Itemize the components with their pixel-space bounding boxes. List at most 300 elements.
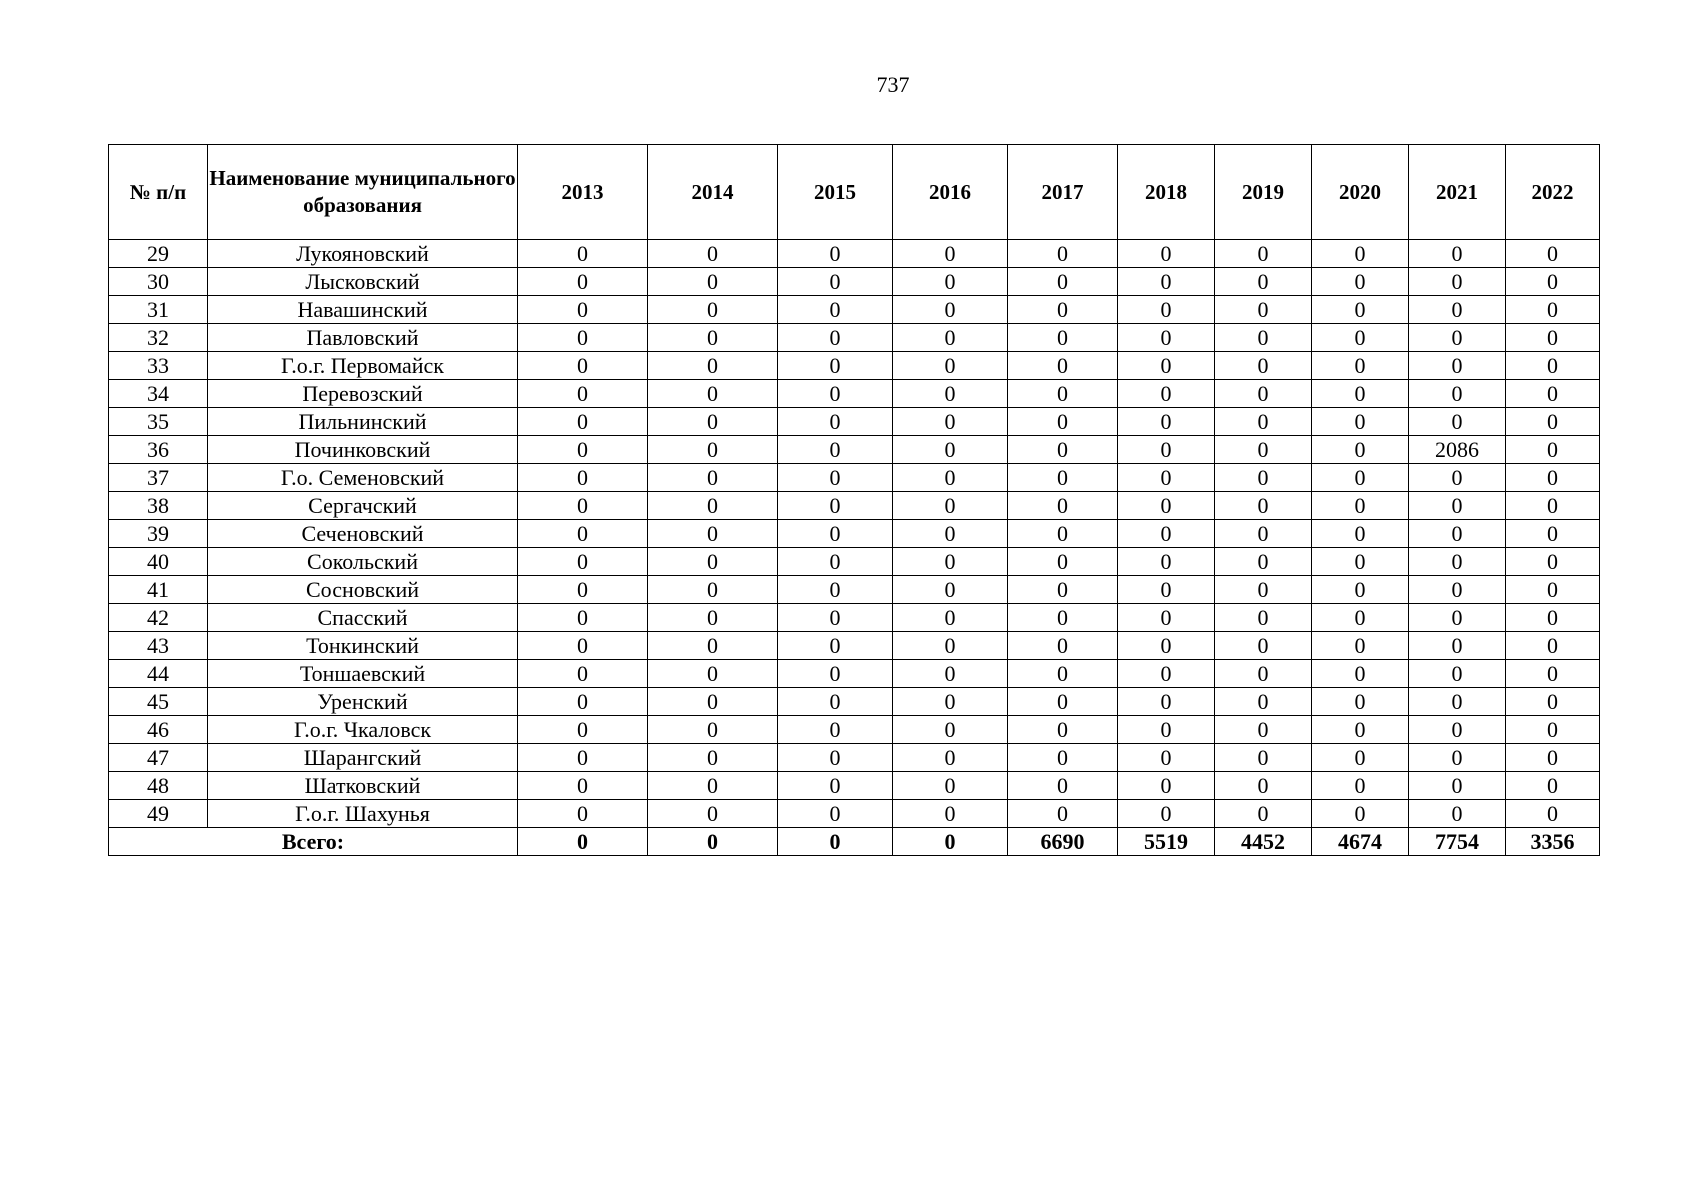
header-cell-year: 2015	[778, 145, 893, 240]
value-cell: 0	[1409, 268, 1506, 296]
value-cell: 0	[1215, 464, 1312, 492]
header-cell-name: Наименование муниципального образования	[208, 145, 518, 240]
value-cell: 0	[1409, 548, 1506, 576]
value-cell: 0	[893, 520, 1008, 548]
value-cell: 0	[1506, 492, 1600, 520]
value-cell: 0	[1409, 576, 1506, 604]
value-cell: 0	[778, 296, 893, 324]
value-cell: 0	[1409, 688, 1506, 716]
header-cell-year: 2018	[1118, 145, 1215, 240]
value-cell: 0	[1215, 240, 1312, 268]
total-value-cell: 4452	[1215, 828, 1312, 856]
value-cell: 0	[778, 464, 893, 492]
value-cell: 0	[648, 576, 778, 604]
total-row	[109, 828, 1600, 856]
value-cell: 0	[1506, 800, 1600, 828]
value-cell: 0	[778, 520, 893, 548]
value-cell: 0	[778, 324, 893, 352]
row-number-cell: 48	[109, 772, 208, 800]
value-cell: 0	[648, 380, 778, 408]
header-cell-year: 2016	[893, 145, 1008, 240]
value-cell: 0	[1215, 688, 1312, 716]
row-number-cell: 45	[109, 688, 208, 716]
row-number-cell: 49	[109, 800, 208, 828]
table-row	[109, 268, 1600, 296]
value-cell: 0	[1312, 604, 1409, 632]
table-row	[109, 716, 1600, 744]
value-cell: 0	[1118, 296, 1215, 324]
total-value-cell: 5519	[1118, 828, 1215, 856]
value-cell: 0	[1506, 632, 1600, 660]
value-cell: 0	[1008, 268, 1118, 296]
value-cell: 0	[893, 632, 1008, 660]
value-cell: 0	[1118, 688, 1215, 716]
value-cell: 0	[648, 464, 778, 492]
header-cell-year: 2021	[1409, 145, 1506, 240]
value-cell: 0	[1409, 632, 1506, 660]
value-cell: 2086	[1409, 436, 1506, 464]
value-cell: 0	[518, 492, 648, 520]
total-value-cell: 0	[648, 828, 778, 856]
value-cell: 0	[1506, 352, 1600, 380]
value-cell: 0	[1506, 716, 1600, 744]
value-cell: 0	[1008, 520, 1118, 548]
value-cell: 0	[893, 464, 1008, 492]
value-cell: 0	[1409, 800, 1506, 828]
row-number-cell: 42	[109, 604, 208, 632]
value-cell: 0	[1118, 772, 1215, 800]
value-cell: 0	[1312, 660, 1409, 688]
table-row	[109, 352, 1600, 380]
value-cell: 0	[648, 296, 778, 324]
total-value-cell: 4674	[1312, 828, 1409, 856]
value-cell: 0	[518, 464, 648, 492]
value-cell: 0	[1506, 240, 1600, 268]
value-cell: 0	[1008, 436, 1118, 464]
value-cell: 0	[1008, 716, 1118, 744]
value-cell: 0	[778, 408, 893, 436]
value-cell: 0	[1215, 520, 1312, 548]
value-cell: 0	[518, 716, 648, 744]
value-cell: 0	[1118, 744, 1215, 772]
header-cell-year: 2022	[1506, 145, 1600, 240]
value-cell: 0	[778, 716, 893, 744]
value-cell: 0	[648, 548, 778, 576]
municipality-name-cell: Сосновский	[208, 576, 518, 604]
value-cell: 0	[1312, 688, 1409, 716]
value-cell: 0	[1506, 576, 1600, 604]
value-cell: 0	[518, 352, 648, 380]
municipality-name-cell: Г.о. Семеновский	[208, 464, 518, 492]
value-cell: 0	[1215, 436, 1312, 464]
value-cell: 0	[1409, 744, 1506, 772]
value-cell: 0	[893, 548, 1008, 576]
value-cell: 0	[648, 492, 778, 520]
value-cell: 0	[648, 660, 778, 688]
header-cell-year: 2020	[1312, 145, 1409, 240]
value-cell: 0	[1008, 688, 1118, 716]
header-cell-number: № п/п	[109, 145, 208, 240]
table-row	[109, 324, 1600, 352]
value-cell: 0	[778, 492, 893, 520]
total-value-cell: 0	[778, 828, 893, 856]
municipality-name-cell: Лысковский	[208, 268, 518, 296]
row-number-cell: 29	[109, 240, 208, 268]
value-cell: 0	[518, 296, 648, 324]
value-cell: 0	[1215, 492, 1312, 520]
row-number-cell: 31	[109, 296, 208, 324]
municipality-name-cell: Шарангский	[208, 744, 518, 772]
value-cell: 0	[518, 660, 648, 688]
value-cell: 0	[1118, 548, 1215, 576]
value-cell: 0	[518, 436, 648, 464]
value-cell: 0	[1409, 408, 1506, 436]
value-cell: 0	[1215, 772, 1312, 800]
row-number-cell: 36	[109, 436, 208, 464]
municipality-name-cell: Починковский	[208, 436, 518, 464]
value-cell: 0	[893, 492, 1008, 520]
municipality-name-cell: Г.о.г. Первомайск	[208, 352, 518, 380]
row-number-cell: 46	[109, 716, 208, 744]
table-row	[109, 408, 1600, 436]
total-value-cell: 0	[893, 828, 1008, 856]
row-number-cell: 40	[109, 548, 208, 576]
value-cell: 0	[1008, 744, 1118, 772]
value-cell: 0	[648, 436, 778, 464]
municipality-name-cell: Сеченовский	[208, 520, 518, 548]
value-cell: 0	[1008, 408, 1118, 436]
value-cell: 0	[1312, 800, 1409, 828]
value-cell: 0	[778, 604, 893, 632]
value-cell: 0	[1215, 632, 1312, 660]
municipality-name-cell: Лукояновский	[208, 240, 518, 268]
value-cell: 0	[1409, 716, 1506, 744]
value-cell: 0	[1506, 436, 1600, 464]
value-cell: 0	[778, 436, 893, 464]
value-cell: 0	[1118, 380, 1215, 408]
value-cell: 0	[1506, 268, 1600, 296]
page-number: 737	[876, 72, 910, 97]
value-cell: 0	[1215, 324, 1312, 352]
value-cell: 0	[1409, 352, 1506, 380]
row-number-cell: 32	[109, 324, 208, 352]
municipality-name-cell: Уренский	[208, 688, 518, 716]
value-cell: 0	[648, 632, 778, 660]
row-number-cell: 43	[109, 632, 208, 660]
value-cell: 0	[778, 548, 893, 576]
value-cell: 0	[648, 324, 778, 352]
value-cell: 0	[1409, 520, 1506, 548]
table-row	[109, 380, 1600, 408]
value-cell: 0	[518, 408, 648, 436]
value-cell: 0	[518, 324, 648, 352]
value-cell: 0	[1312, 240, 1409, 268]
value-cell: 0	[1118, 576, 1215, 604]
value-cell: 0	[648, 268, 778, 296]
value-cell: 0	[518, 800, 648, 828]
total-value-cell: 6690	[1008, 828, 1118, 856]
value-cell: 0	[1215, 352, 1312, 380]
table-row	[109, 492, 1600, 520]
table-row	[109, 604, 1600, 632]
value-cell: 0	[1506, 604, 1600, 632]
value-cell: 0	[648, 716, 778, 744]
data-table	[108, 144, 1600, 856]
row-number-cell: 35	[109, 408, 208, 436]
value-cell: 0	[1312, 464, 1409, 492]
municipality-name-cell: Перевозский	[208, 380, 518, 408]
row-number-cell: 41	[109, 576, 208, 604]
value-cell: 0	[1118, 632, 1215, 660]
value-cell: 0	[518, 744, 648, 772]
municipality-name-cell: Сергачский	[208, 492, 518, 520]
value-cell: 0	[893, 772, 1008, 800]
value-cell: 0	[893, 688, 1008, 716]
value-cell: 0	[1409, 380, 1506, 408]
value-cell: 0	[1506, 296, 1600, 324]
row-number-cell: 39	[109, 520, 208, 548]
value-cell: 0	[893, 408, 1008, 436]
value-cell: 0	[1409, 772, 1506, 800]
value-cell: 0	[1008, 240, 1118, 268]
value-cell: 0	[1312, 492, 1409, 520]
value-cell: 0	[1409, 604, 1506, 632]
value-cell: 0	[893, 268, 1008, 296]
value-cell: 0	[1506, 548, 1600, 576]
value-cell: 0	[1506, 324, 1600, 352]
value-cell: 0	[1409, 296, 1506, 324]
value-cell: 0	[648, 520, 778, 548]
value-cell: 0	[893, 240, 1008, 268]
total-value-cell: 0	[518, 828, 648, 856]
value-cell: 0	[1118, 604, 1215, 632]
table-row	[109, 576, 1600, 604]
value-cell: 0	[1312, 744, 1409, 772]
value-cell: 0	[893, 324, 1008, 352]
value-cell: 0	[1506, 408, 1600, 436]
value-cell: 0	[1118, 464, 1215, 492]
table-row	[109, 800, 1600, 828]
value-cell: 0	[1118, 716, 1215, 744]
value-cell: 0	[778, 352, 893, 380]
value-cell: 0	[1008, 464, 1118, 492]
value-cell: 0	[1008, 548, 1118, 576]
value-cell: 0	[1008, 380, 1118, 408]
value-cell: 0	[648, 240, 778, 268]
municipality-name-cell: Г.о.г. Шахунья	[208, 800, 518, 828]
value-cell: 0	[1312, 408, 1409, 436]
table-row	[109, 548, 1600, 576]
value-cell: 0	[1008, 660, 1118, 688]
value-cell: 0	[1118, 660, 1215, 688]
municipality-name-cell: Шатковский	[208, 772, 518, 800]
row-number-cell: 34	[109, 380, 208, 408]
value-cell: 0	[1312, 772, 1409, 800]
table-row	[109, 296, 1600, 324]
value-cell: 0	[1312, 520, 1409, 548]
value-cell: 0	[1215, 380, 1312, 408]
municipality-name-cell: Сокольский	[208, 548, 518, 576]
value-cell: 0	[648, 604, 778, 632]
value-cell: 0	[648, 772, 778, 800]
header-cell-year: 2013	[518, 145, 648, 240]
value-cell: 0	[1118, 240, 1215, 268]
value-cell: 0	[1312, 380, 1409, 408]
value-cell: 0	[778, 660, 893, 688]
value-cell: 0	[1118, 352, 1215, 380]
value-cell: 0	[1008, 296, 1118, 324]
header-cell-year: 2017	[1008, 145, 1118, 240]
value-cell: 0	[893, 604, 1008, 632]
table-row	[109, 772, 1600, 800]
value-cell: 0	[893, 744, 1008, 772]
value-cell: 0	[1008, 576, 1118, 604]
value-cell: 0	[1312, 324, 1409, 352]
municipality-name-cell: Навашинский	[208, 296, 518, 324]
value-cell: 0	[1215, 716, 1312, 744]
row-number-cell: 37	[109, 464, 208, 492]
value-cell: 0	[1312, 632, 1409, 660]
value-cell: 0	[1312, 436, 1409, 464]
value-cell: 0	[893, 436, 1008, 464]
value-cell: 0	[1008, 772, 1118, 800]
value-cell: 0	[1008, 492, 1118, 520]
row-number-cell: 33	[109, 352, 208, 380]
value-cell: 0	[1008, 324, 1118, 352]
municipality-name-cell: Пильнинский	[208, 408, 518, 436]
total-value-cell: 7754	[1409, 828, 1506, 856]
table-row	[109, 688, 1600, 716]
value-cell: 0	[1409, 324, 1506, 352]
value-cell: 0	[1008, 604, 1118, 632]
value-cell: 0	[1215, 576, 1312, 604]
value-cell: 0	[893, 660, 1008, 688]
value-cell: 0	[1409, 464, 1506, 492]
value-cell: 0	[778, 240, 893, 268]
value-cell: 0	[518, 688, 648, 716]
table-row	[109, 464, 1600, 492]
value-cell: 0	[1215, 660, 1312, 688]
value-cell: 0	[1118, 408, 1215, 436]
table-row	[109, 632, 1600, 660]
value-cell: 0	[518, 604, 648, 632]
value-cell: 0	[1409, 492, 1506, 520]
value-cell: 0	[778, 688, 893, 716]
value-cell: 0	[893, 380, 1008, 408]
value-cell: 0	[1312, 548, 1409, 576]
value-cell: 0	[1312, 268, 1409, 296]
value-cell: 0	[778, 772, 893, 800]
row-number-cell: 30	[109, 268, 208, 296]
municipality-name-cell: Павловский	[208, 324, 518, 352]
municipality-name-cell: Спасский	[208, 604, 518, 632]
value-cell: 0	[778, 744, 893, 772]
value-cell: 0	[1215, 744, 1312, 772]
value-cell: 0	[648, 408, 778, 436]
value-cell: 0	[1312, 576, 1409, 604]
value-cell: 0	[778, 380, 893, 408]
value-cell: 0	[648, 744, 778, 772]
table-row	[109, 436, 1600, 464]
value-cell: 0	[1118, 324, 1215, 352]
value-cell: 0	[518, 268, 648, 296]
value-cell: 0	[1215, 800, 1312, 828]
value-cell: 0	[648, 800, 778, 828]
value-cell: 0	[1008, 632, 1118, 660]
row-number-cell: 47	[109, 744, 208, 772]
value-cell: 0	[1409, 660, 1506, 688]
value-cell: 0	[1215, 548, 1312, 576]
row-number-cell: 38	[109, 492, 208, 520]
total-value-cell: 3356	[1506, 828, 1600, 856]
value-cell: 0	[893, 800, 1008, 828]
header-cell-year: 2014	[648, 145, 778, 240]
table-header-row	[109, 145, 1600, 240]
value-cell: 0	[1008, 352, 1118, 380]
value-cell: 0	[778, 632, 893, 660]
value-cell: 0	[1506, 660, 1600, 688]
value-cell: 0	[1118, 520, 1215, 548]
value-cell: 0	[1506, 464, 1600, 492]
value-cell: 0	[893, 716, 1008, 744]
value-cell: 0	[1506, 744, 1600, 772]
municipality-name-cell: Тонкинский	[208, 632, 518, 660]
value-cell: 0	[1312, 296, 1409, 324]
value-cell: 0	[1215, 268, 1312, 296]
value-cell: 0	[1506, 380, 1600, 408]
value-cell: 0	[1215, 296, 1312, 324]
value-cell: 0	[893, 576, 1008, 604]
value-cell: 0	[518, 548, 648, 576]
table-row	[109, 240, 1600, 268]
value-cell: 0	[1506, 688, 1600, 716]
value-cell: 0	[1118, 800, 1215, 828]
municipality-name-cell: Г.о.г. Чкаловск	[208, 716, 518, 744]
value-cell: 0	[518, 772, 648, 800]
total-label-cell: Всего:	[109, 828, 518, 856]
row-number-cell: 44	[109, 660, 208, 688]
value-cell: 0	[1215, 604, 1312, 632]
value-cell: 0	[778, 576, 893, 604]
value-cell: 0	[1409, 240, 1506, 268]
table-row	[109, 660, 1600, 688]
value-cell: 0	[1118, 436, 1215, 464]
value-cell: 0	[518, 632, 648, 660]
value-cell: 0	[1312, 352, 1409, 380]
value-cell: 0	[648, 352, 778, 380]
value-cell: 0	[778, 268, 893, 296]
value-cell: 0	[1506, 520, 1600, 548]
value-cell: 0	[893, 296, 1008, 324]
value-cell: 0	[1118, 268, 1215, 296]
table-body	[109, 240, 1600, 856]
header-cell-year: 2019	[1215, 145, 1312, 240]
value-cell: 0	[1008, 800, 1118, 828]
value-cell: 0	[1506, 772, 1600, 800]
value-cell: 0	[1215, 408, 1312, 436]
municipality-name-cell: Тоншаевский	[208, 660, 518, 688]
value-cell: 0	[518, 380, 648, 408]
value-cell: 0	[1312, 716, 1409, 744]
value-cell: 0	[518, 520, 648, 548]
value-cell: 0	[778, 800, 893, 828]
value-cell: 0	[518, 576, 648, 604]
table-row	[109, 744, 1600, 772]
value-cell: 0	[648, 688, 778, 716]
value-cell: 0	[518, 240, 648, 268]
value-cell: 0	[893, 352, 1008, 380]
table-row	[109, 520, 1600, 548]
